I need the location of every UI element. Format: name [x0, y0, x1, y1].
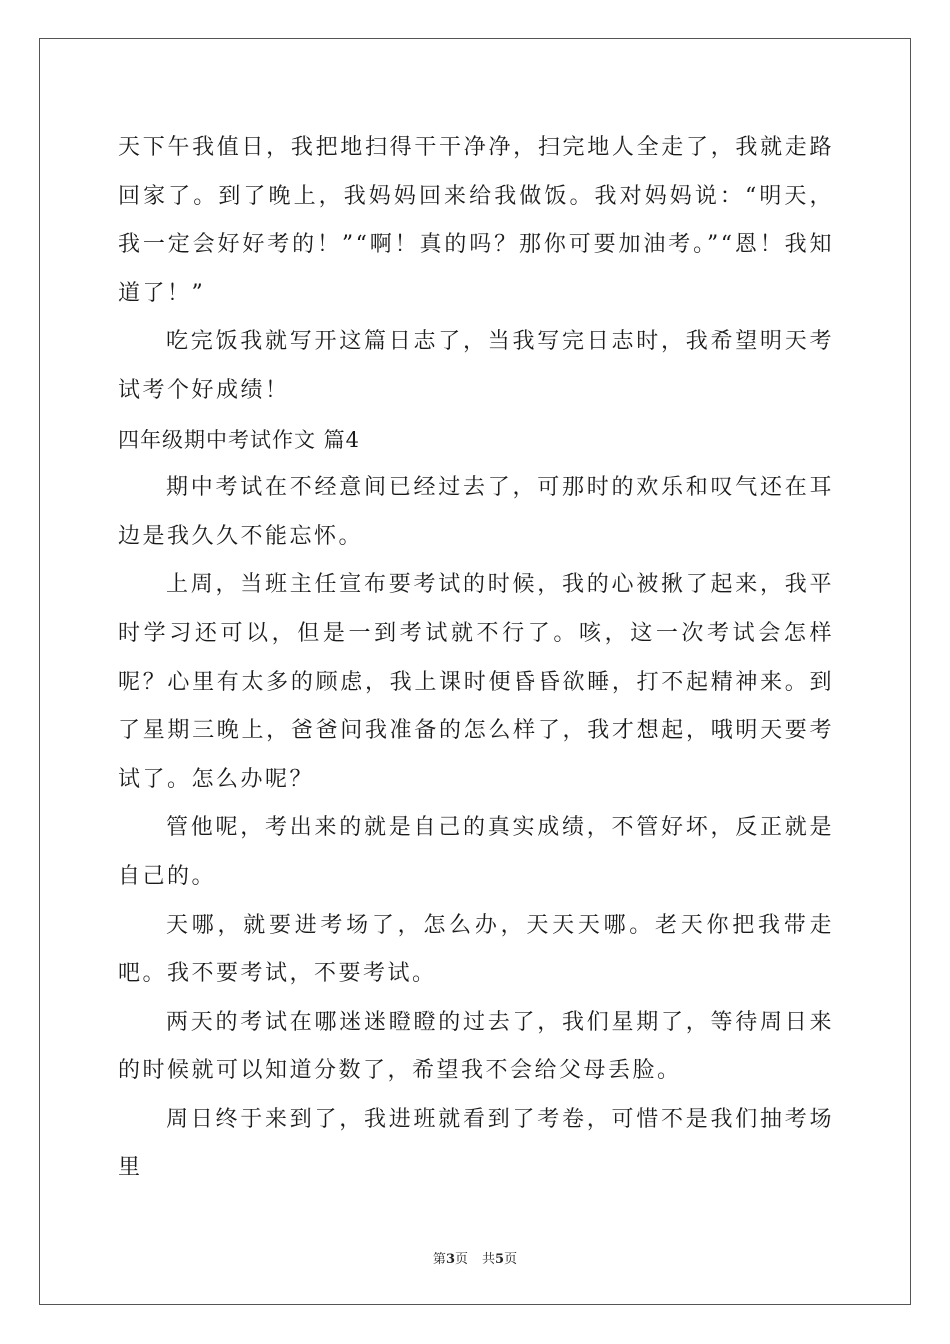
- paragraph-6: 周日终于来到了，我进班就看到了考卷，可惜不是我们抽考场里: [118, 1106, 834, 1181]
- page-footer: [0, 1248, 950, 1267]
- document-body: [118, 124, 834, 1193]
- total-pages: 5: [495, 1252, 505, 1267]
- section-heading: 四年级期中考试作文 篇4: [118, 427, 361, 452]
- page-prefix: 第: [432, 1252, 446, 1267]
- paragraph-continued: 天下午我值日，我把地扫得干干净净，扫完地人全走了，我就走路回家了。到了晚上，我妈妈回来给我做饭。我对妈妈说：“明天，我一定会好好考的！”“啊！真的吗？那你可要加油考。”“恩！我知道了！”: [118, 135, 834, 306]
- paragraph-5: 两天的考试在哪迷迷瞪瞪的过去了，我们星期了，等待周日来的时候就可以知道分数了，希望我不会给父母丢脸。: [118, 1009, 834, 1084]
- paragraph-2: 上周，当班主任宣布要考试的时候，我的心被揪了起来，我平时学习还可以，但是一到考试就不行了。咳，这一次考试会怎样呢？心里有太多的顾虑，我上课时便昏昏欲睡，打不起精神来。到了星期三晚上，爸爸问我准备的怎么样了，我才想起，哦明天要考试了。怎么办呢？: [118, 572, 834, 792]
- page-number: 3: [445, 1252, 455, 1267]
- paragraph-4: 天哪，就要进考场了，怎么办，天天天哪。老天你把我带走吧。我不要考试，不要考试。: [118, 912, 834, 987]
- page-suffix: 页: [454, 1252, 468, 1267]
- paragraph-1: 期中考试在不经意间已经过去了，可那时的欢乐和叹气还在耳边是我久久不能忘怀。: [118, 475, 834, 549]
- paragraph-after-dinner: 吃完饭我就写开这篇日志了，当我写完日志时，我希望明天考试考个好成绩！: [118, 329, 834, 403]
- total-prefix: 共: [482, 1252, 496, 1267]
- total-suffix: 页: [504, 1252, 518, 1267]
- paragraph-3: 管他呢，考出来的就是自己的真实成绩，不管好坏，反正就是自己的。: [118, 815, 834, 889]
